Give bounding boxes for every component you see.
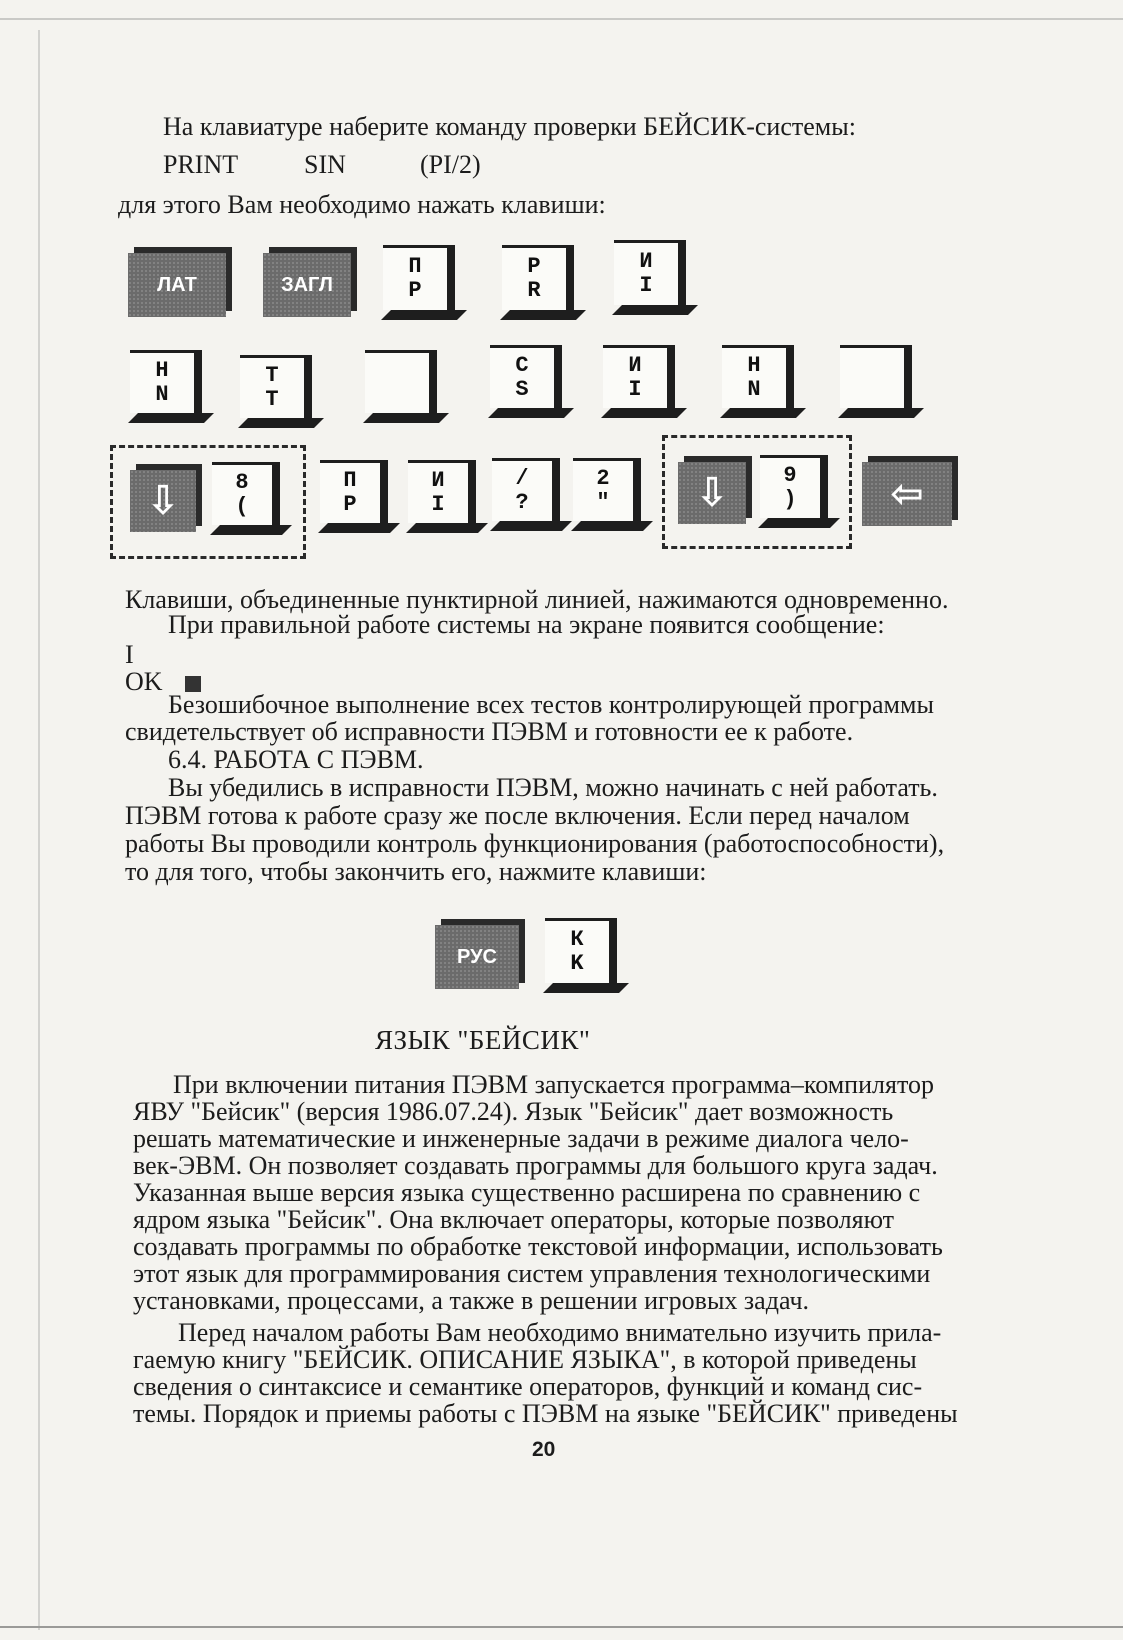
key-i: [614, 240, 686, 305]
key-p-top: П: [408, 254, 422, 279]
key-i-2-bottom: I: [628, 377, 642, 402]
p4-line-4: темы. Порядок и приемы работы с ПЭВМ на языке "БЕЙСИК" приведены: [133, 1399, 958, 1428]
key-space-1: [365, 350, 437, 413]
key-8-top: 8: [235, 470, 249, 495]
key-s: [490, 345, 562, 408]
p2-line-2: ПЭВМ готова к работе сразу же после включения. Если перед началом: [125, 801, 910, 830]
key-9-bottom: ): [783, 487, 797, 512]
p4-line-2: гаемую книгу "БЕЙСИК. ОПИСАНИЕ ЯЗЫКА", в которой приведены: [133, 1345, 917, 1374]
key-p-2-bottom: P: [343, 492, 357, 517]
p3-line-8: этот язык для программирования систем управления технологическими: [133, 1259, 931, 1288]
key-t: [240, 355, 312, 418]
key-2: [573, 458, 641, 521]
key-n-2-top: Н: [747, 353, 761, 378]
simultaneous-text: Клавиши, объединенные пунктирной линией, нажимаются одновременно.: [125, 585, 949, 614]
down-arrow-icon: ⇩: [146, 479, 180, 523]
key-i-3-bottom: I: [431, 492, 445, 517]
p2-line-1: Вы убедились в исправности ПЭВМ, можно начинать с ней работать.: [168, 773, 938, 802]
p3-line-9: установками, процессами, а также в решении игровых задач.: [133, 1286, 810, 1315]
p4-line-3: сведения о синтаксисе и семантике операторов, функций и команд сис-: [133, 1372, 923, 1401]
p3-line-5: Указанная выше версия языка существенно расширена по сравнению с: [133, 1178, 921, 1207]
key-2-bottom: ": [596, 490, 610, 515]
command-arg: (PI/2): [420, 150, 481, 179]
key-8: [212, 462, 280, 525]
p2-line-4: то для того, чтобы закончить его, нажмите клавиши:: [125, 857, 707, 886]
key-lat: ЛАТ: [128, 253, 226, 317]
key-slash: [492, 458, 560, 521]
key-enter: [862, 462, 952, 526]
key-s-top: С: [515, 353, 529, 378]
scan-edge-left: [38, 30, 40, 1630]
key-shift-right: [678, 462, 746, 524]
key-i-2: [603, 345, 675, 408]
key-p-2: [320, 460, 388, 523]
key-n-2-bottom: N: [747, 377, 761, 402]
key-i-bottom: I: [639, 273, 653, 298]
p3-line-7: создавать программы по обработке текстовой информации, использовать: [133, 1232, 943, 1261]
command-sin: SIN: [304, 150, 346, 179]
key-9-top: 9: [783, 463, 797, 488]
page-number: 20: [532, 1438, 556, 1461]
key-t-top: Т: [265, 363, 279, 388]
key-p: [383, 245, 455, 310]
key-slash-top: /: [515, 466, 529, 491]
key-n-top: Н: [155, 358, 169, 383]
key-r-top: Р: [527, 254, 541, 279]
key-2-top: 2: [596, 466, 610, 491]
key-zagl: ЗАГЛ: [263, 253, 351, 317]
p4-line-1: Перед началом работы Вам необходимо внимательно изучить прила-: [178, 1318, 942, 1347]
press-keys-text: для этого Вам необходимо нажать клавиши:: [118, 190, 606, 219]
screen-line-1: I: [125, 640, 134, 669]
key-k-bottom: K: [570, 951, 584, 976]
down-arrow-icon: ⇩: [695, 471, 729, 515]
key-8-bottom: (: [235, 494, 249, 519]
section-title: 6.4. РАБОТА С ПЭВМ.: [168, 745, 424, 774]
key-p-2-top: П: [343, 468, 357, 493]
scan-edge-top: [0, 18, 1123, 20]
p3-line-1: При включении питания ПЭВМ запускается программа–компилятор: [173, 1070, 934, 1099]
p1-line-1: Безошибочное выполнение всех тестов контролирующей программы: [168, 690, 934, 719]
key-n-bottom: N: [155, 382, 169, 407]
chapter-heading: ЯЗЫК "БЕЙСИК": [375, 1025, 591, 1055]
message-text: При правильной работе системы на экране появится сообщение:: [168, 610, 885, 639]
key-p-bottom: P: [408, 278, 422, 303]
scan-edge-bottom: [0, 1626, 1123, 1628]
p3-line-6: ядром языка "Бейсик". Она включает операторы, которые позволяют: [133, 1205, 895, 1234]
key-i-top: И: [639, 249, 653, 274]
key-i-3: [408, 460, 476, 523]
key-i-2-top: И: [628, 353, 642, 378]
key-r-bottom: R: [527, 278, 541, 303]
key-shift-left: [130, 470, 196, 532]
key-t-bottom: T: [265, 387, 279, 412]
key-i-3-top: И: [431, 468, 445, 493]
key-9: [760, 455, 828, 518]
key-s-bottom: S: [515, 377, 529, 402]
key-slash-bottom: ?: [515, 490, 529, 515]
key-k-top: К: [570, 927, 584, 952]
key-r: [502, 245, 574, 310]
p3-line-4: век-ЭВМ. Он позволяет создавать программы для большого круга задач.: [133, 1151, 938, 1180]
enter-arrow-icon: ⇦: [890, 472, 924, 516]
key-k: [545, 918, 617, 983]
key-space-2: [840, 345, 912, 408]
key-n: [130, 350, 202, 413]
command-print: PRINT: [163, 150, 239, 179]
intro-text: На клавиатуре наберите команду проверки БЕЙСИК-системы:: [163, 112, 856, 141]
key-rus: РУС: [435, 925, 519, 989]
p1-line-2: свидетельствует об исправности ПЭВМ и готовности ее к работе.: [125, 717, 854, 746]
p3-line-2: ЯВУ "Бейсик" (версия 1986.07.24). Язык "Бейсик" дает возможность: [133, 1097, 894, 1126]
screen-ok: OK: [125, 667, 163, 696]
p3-line-3: решать математические и инженерные задачи в режиме диалога чело-: [133, 1124, 909, 1153]
key-n-2: [722, 345, 794, 408]
p2-line-3: работы Вы проводили контроль функционирования (работоспособности),: [125, 829, 945, 858]
